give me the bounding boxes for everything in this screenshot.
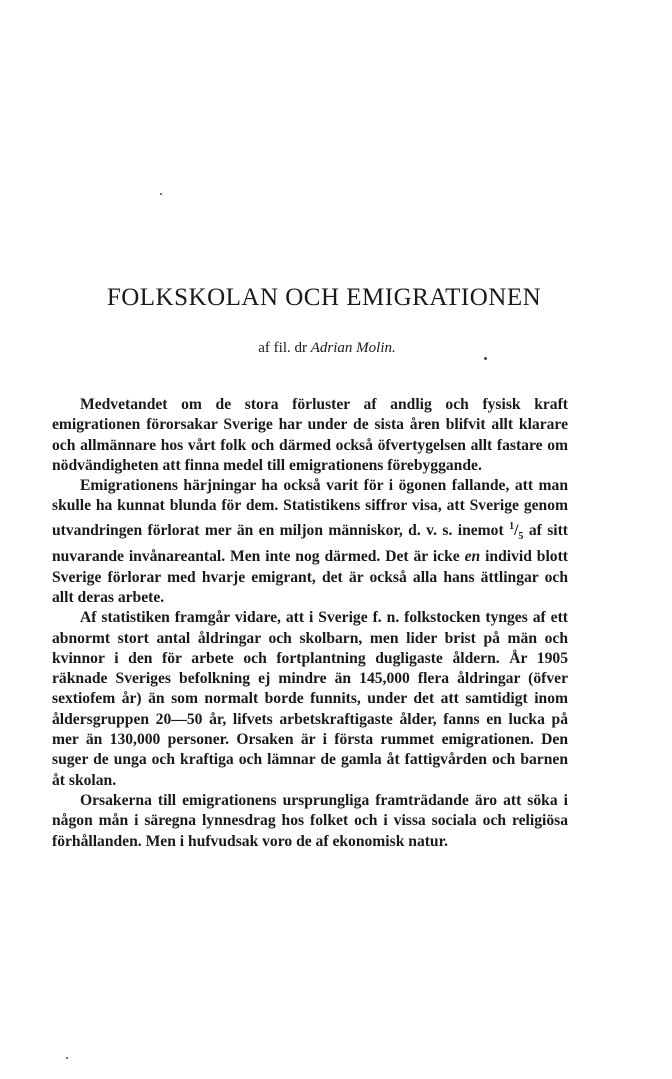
fraction-denominator: 5 [518, 531, 524, 543]
paragraph-2-part-c: individ blott Sverige förlorar med hvarje emigrant, det är också alla hans ättlingar och allt deras arbete. [52, 548, 568, 606]
byline-prefix: af fil. dr [258, 340, 307, 356]
article-title: FOLKSKOLAN OCH EMIGRATIONEN [106, 284, 542, 311]
paragraph-1: Medvetandet om de stora förluster af andlig och fysisk kraft emigrationen förorsakar Sverige har under de sista åren blifvit allt klarare och allmännare hos vårt folk och därmed också öfvertygelsen allt fastare om nödvändigheten att finna medel till emigrationens förebyggande. [52, 396, 568, 474]
paragraph-2-part-a: Emigrationens härjningar ha också varit för i ögonen fallande, att man skulle ha kunnat blunda för dem. Statistikens siffror visa, att Sverige genom utvandringen förlorat mer än en miljon människor, d. v. s. inemot [52, 477, 568, 539]
paragraph-2-part-b: af sitt nuvarande invånareantal. Men inte nog därmed. Det är icke [52, 521, 568, 566]
byline [0, 340, 672, 357]
paragraph-4: Orsakerna till emigrationens ursprungliga framträdande äro att söka i någon mån i säregna lynnesdrag hos folket och i vissa sociala och religiösa förhållanden. Men i hufvudsak voro de af ekonomisk natur. [52, 791, 568, 850]
paragraph-2 [52, 476, 568, 608]
fraction: $^1/_5$ [509, 520, 524, 543]
scan-speck [160, 193, 162, 195]
scan-speck [66, 1057, 68, 1059]
paragraph-3: Af statistiken framgår vidare, att i Sverige f. n. folkstocken tynges af ett abnormt stort antal åldringar och skolbarn, men lider brist på män och kvinnor i den för arbete och fortplantning dugligaste åldern. År 1905 räknade Sveriges befolkning ej mindre än 145,000 flera åldringar (öfver sextiofem år) än som normalt borde funnits, under det att samtidigt inom åldersgruppen 20—50 år, lifvets arbetskraftigaste ålder, fanns en lucka på mer än 130,000 personer. Orsaken är i första rummet emigrationen. Den suger de unga och kraftiga och lämnar de gamla åt fattigvården och barnen åt skolan. [52, 609, 568, 789]
author-name: Adrian Molin. [310, 340, 396, 356]
fraction-numerator: 1 [509, 520, 515, 532]
emphasis-en: en [464, 548, 481, 566]
article-body [52, 395, 568, 852]
scan-speck [484, 357, 487, 360]
